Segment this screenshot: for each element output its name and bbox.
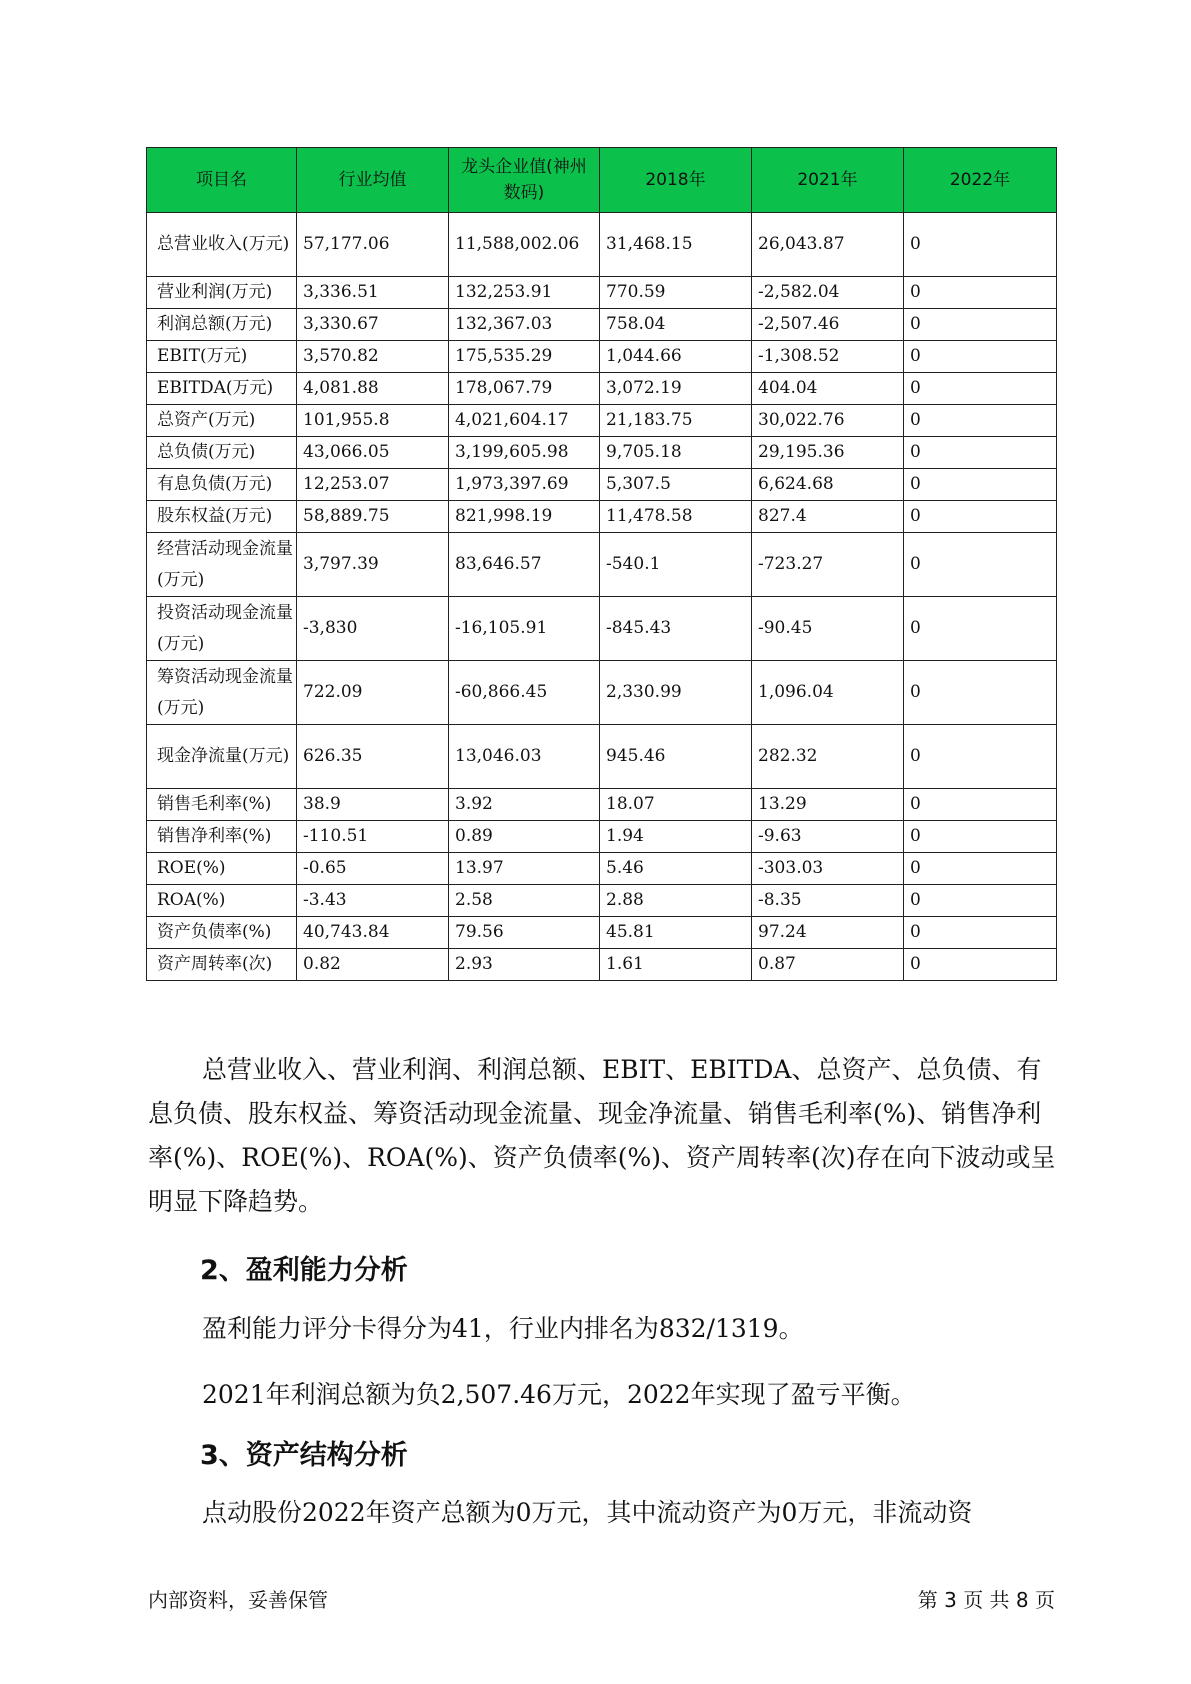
profitability-score-paragraph: 盈利能力评分卡得分为41，行业内排名为832/1319。 [202,1314,804,1343]
table-cell: 26,043.87 [752,213,904,277]
table-cell: 2.58 [449,885,600,917]
row-label: 投资活动现金流量(万元) [147,597,297,661]
column-header: 龙头企业值(神州数码) [449,148,600,213]
table-cell: 0 [904,661,1057,725]
table-row [147,917,1057,949]
table-row [147,853,1057,885]
row-label: 总营业收入(万元) [147,213,297,277]
table-cell: -2,507.46 [752,309,904,341]
row-label: 资产周转率(次) [147,949,297,981]
table-cell: 13.97 [449,853,600,885]
row-label: 经营活动现金流量(万元) [147,533,297,597]
table-cell: 3,336.51 [297,277,449,309]
table-cell: 0 [904,949,1057,981]
row-label: 销售净利率(%) [147,821,297,853]
column-header: 2022年 [904,148,1057,213]
table-cell: 9,705.18 [600,437,752,469]
table-cell: 0 [904,597,1057,661]
table-cell: 2.93 [449,949,600,981]
table-cell: 43,066.05 [297,437,449,469]
row-label: EBIT(万元) [147,341,297,373]
footer-confidential-note: 内部资料，妥善保管 [148,1588,328,1612]
profit-total-paragraph: 2021年利润总额为负2,507.46万元，2022年实现了盈亏平衡。 [202,1380,916,1409]
table-cell: 13,046.03 [449,725,600,789]
table-row [147,309,1057,341]
table-cell: 2,330.99 [600,661,752,725]
table-cell: 79.56 [449,917,600,949]
table-cell: 0 [904,469,1057,501]
table-cell: 0 [904,213,1057,277]
table-cell: 13.29 [752,789,904,821]
table-cell: 45.81 [600,917,752,949]
table-cell: 1,044.66 [600,341,752,373]
table-cell: 18.07 [600,789,752,821]
financial-indicators-table [146,147,1057,981]
row-label: ROE(%) [147,853,297,885]
table-cell: 30,022.76 [752,405,904,437]
table-cell: 3,330.67 [297,309,449,341]
section-heading-asset-structure: 3、资产结构分析 [200,1440,408,1471]
table-cell: -303.03 [752,853,904,885]
table-cell: 6,624.68 [752,469,904,501]
table-cell: 4,021,604.17 [449,405,600,437]
table-cell: 404.04 [752,373,904,405]
table-cell: 0 [904,341,1057,373]
row-label: 利润总额(万元) [147,309,297,341]
table-cell: -0.65 [297,853,449,885]
table-row [147,341,1057,373]
table-cell: 3,797.39 [297,533,449,597]
table-cell: -110.51 [297,821,449,853]
table-cell: 282.32 [752,725,904,789]
row-label: 现金净流量(万元) [147,725,297,789]
row-label: 销售毛利率(%) [147,789,297,821]
table-cell: 58,889.75 [297,501,449,533]
table-cell: 0 [904,789,1057,821]
table-cell: 945.46 [600,725,752,789]
table-row [147,405,1057,437]
table-cell: 821,998.19 [449,501,600,533]
table-cell: 3,072.19 [600,373,752,405]
table-row [147,597,1057,661]
section-heading-profitability: 2、盈利能力分析 [200,1255,408,1286]
table-cell: 3.92 [449,789,600,821]
column-header: 2021年 [752,148,904,213]
asset-structure-paragraph: 点动股份2022年资产总额为0万元，其中流动资产为0万元，非流动资 [202,1498,973,1527]
table-cell: 132,367.03 [449,309,600,341]
table-cell: 40,743.84 [297,917,449,949]
table-cell: 758.04 [600,309,752,341]
table-cell: 57,177.06 [297,213,449,277]
table-cell: 11,588,002.06 [449,213,600,277]
table-cell: 0 [904,821,1057,853]
table-header-row [147,148,1057,213]
table-cell: 101,955.8 [297,405,449,437]
table-cell: 175,535.29 [449,341,600,373]
table-row [147,885,1057,917]
column-header: 行业均值 [297,148,449,213]
table-cell: -16,105.91 [449,597,600,661]
table-cell: 3,570.82 [297,341,449,373]
row-label: 总负债(万元) [147,437,297,469]
table-cell: -1,308.52 [752,341,904,373]
table-cell: 12,253.07 [297,469,449,501]
table-body [147,213,1057,981]
table-cell: 0.89 [449,821,600,853]
table-row [147,277,1057,309]
table-cell: 0 [904,917,1057,949]
table-cell: 21,183.75 [600,405,752,437]
table-cell: 2.88 [600,885,752,917]
table-row [147,949,1057,981]
table-cell: 4,081.88 [297,373,449,405]
table-cell: -8.35 [752,885,904,917]
column-header: 2018年 [600,148,752,213]
table-cell: 3,199,605.98 [449,437,600,469]
table-cell: 83,646.57 [449,533,600,597]
table-cell: 11,478.58 [600,501,752,533]
table-cell: 0 [904,725,1057,789]
table-cell: 97.24 [752,917,904,949]
column-header: 项目名 [147,148,297,213]
table-cell: 0 [904,309,1057,341]
table-row [147,533,1057,597]
row-label: 资产负债率(%) [147,917,297,949]
table-row [147,725,1057,789]
table-cell: 29,195.36 [752,437,904,469]
table-cell: -845.43 [600,597,752,661]
table-cell: 31,468.15 [600,213,752,277]
table-cell: 0 [904,437,1057,469]
table-cell: 770.59 [600,277,752,309]
table-row [147,789,1057,821]
table-cell: 626.35 [297,725,449,789]
table-cell: -90.45 [752,597,904,661]
table-cell: 5.46 [600,853,752,885]
table-cell: 0 [904,885,1057,917]
table-cell: 827.4 [752,501,904,533]
row-label: 筹资活动现金流量(万元) [147,661,297,725]
table-cell: 1.61 [600,949,752,981]
row-label: 股东权益(万元) [147,501,297,533]
table-cell: 0 [904,501,1057,533]
table-cell: 0.82 [297,949,449,981]
table-row [147,661,1057,725]
table-cell: -540.1 [600,533,752,597]
table-cell: 0 [904,373,1057,405]
row-label: ROA(%) [147,885,297,917]
table-row [147,213,1057,277]
summary-paragraph: 总营业收入、营业利润、利润总额、EBIT、EBITDA、总资产、总负债、有息负债、股东权益、筹资活动现金流量、现金净流量、销售毛利率(%)、销售净利率(%)、ROE(%)、ROA(%)、资产负债率(%)、资产周转率(次)存在向下波动或呈明显下降趋势。 [148,1055,1056,1216]
table-cell: -60,866.45 [449,661,600,725]
table-cell: 5,307.5 [600,469,752,501]
table-cell: -3,830 [297,597,449,661]
table-cell: 0.87 [752,949,904,981]
row-label: 有息负债(万元) [147,469,297,501]
table-cell: 0 [904,533,1057,597]
table-cell: 38.9 [297,789,449,821]
footer-page-number: 第 3 页 共 8 页 [917,1588,1055,1612]
table-cell: 1,096.04 [752,661,904,725]
table-cell: -9.63 [752,821,904,853]
table-cell: 1,973,397.69 [449,469,600,501]
table-row [147,501,1057,533]
table-row [147,373,1057,405]
table-cell: 0 [904,853,1057,885]
table-cell: 1.94 [600,821,752,853]
table-row [147,469,1057,501]
table-cell: 0 [904,277,1057,309]
row-label: 总资产(万元) [147,405,297,437]
table-cell: 0 [904,405,1057,437]
row-label: EBITDA(万元) [147,373,297,405]
table-row [147,437,1057,469]
table-cell: 722.09 [297,661,449,725]
table-cell: -2,582.04 [752,277,904,309]
table-cell: 178,067.79 [449,373,600,405]
row-label: 营业利润(万元) [147,277,297,309]
table-cell: 132,253.91 [449,277,600,309]
table-cell: -723.27 [752,533,904,597]
table-cell: -3.43 [297,885,449,917]
table-row [147,821,1057,853]
